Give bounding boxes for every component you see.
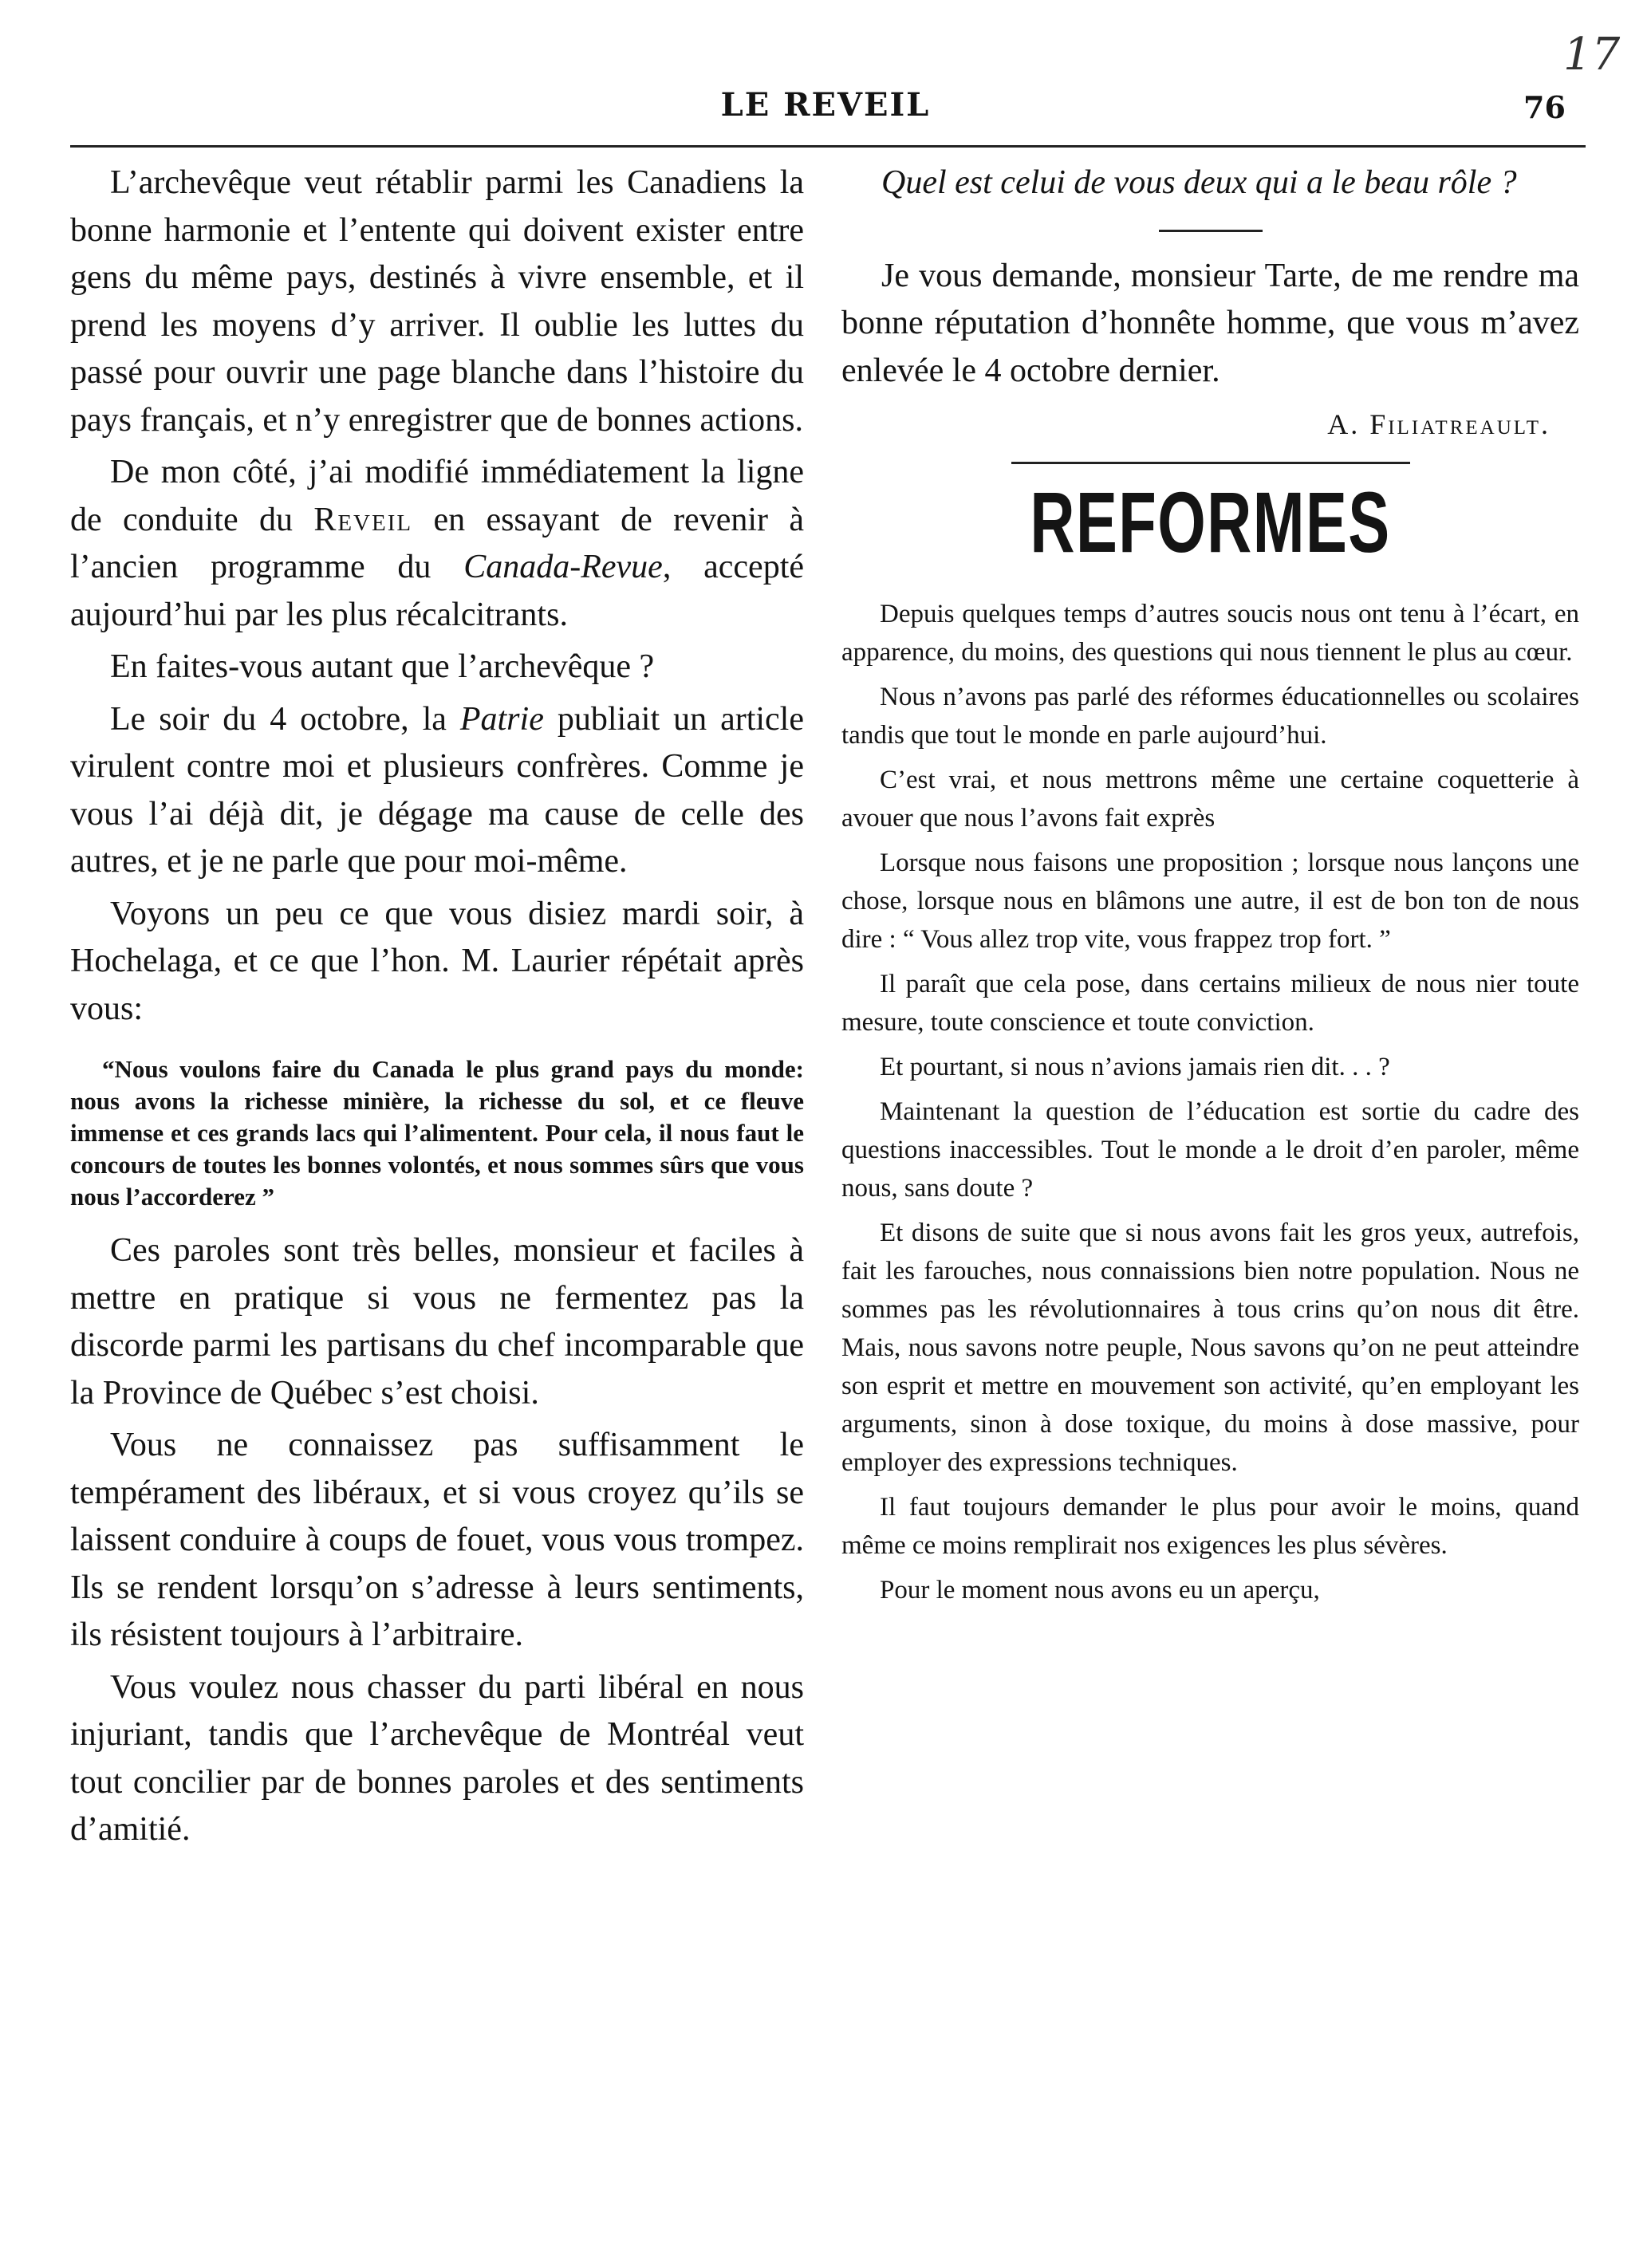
paragraph (70, 644, 804, 691)
paragraph-text: L’archevêque veut rétablir parmi les Canadiens la bonne harmonie et l’entente qui doivent exister entre gens du même pays, destinés à vivre ensemble, et il prend les moyens d’y arriver. Il oublie les luttes du passé pour ouvrir une page blanche dans l’histoire du pays français, et n’y enregistrer que de bonnes actions. (70, 164, 804, 439)
author-signature: A. Filiatreault. (1327, 408, 1551, 440)
paragraph (70, 1227, 804, 1417)
paragraph (70, 449, 804, 639)
paragraph: Lorsque nous faisons une proposition ; lorsque nous lançons une chose, lorsque nous en blâmons une autre, il est de bon ton de nous dire : “ Vous allez trop vite, vous frappez trop fort. ” (841, 849, 1579, 954)
paragraph-text: Le soir du 4 octobre, la (110, 700, 460, 738)
paragraph (70, 891, 804, 1034)
paragraph: Il faut toujours demander le plus pour avoir le moins, quand même ce moins remplirait nos exigences les plus sévères. (841, 1493, 1579, 1560)
paragraph-text: Ces paroles sont très belles, monsieur et faciles à mettre en pratique si vous ne fermentez pas la discorde parmi les partisans du chef incomparable que la Province de Québec s’est choisi. (70, 1232, 804, 1412)
paragraph: Et disons de suite que si nous avons fait les gros yeux, autrefois, fait les farouches, nous connaissions bien notre population. Nous ne sommes pas les révolutionnaires à tous crins qu’on nous dit être. Mais, nous savons notre peuple, Nous savons qu’on ne peut atteindre son esprit et mettre en mouvement son activité, qu’en employant les arguments, sinon à dose toxique, du moins à dose massive, pour employer des expressions techniques. (841, 1219, 1579, 1477)
paragraph-text: De mon côté, j’ai modifié immédiatement la ligne de conduite du (70, 454, 804, 538)
paragraph: Depuis quelques temps d’autres soucis nous ont tenu à l’écart, en apparence, du moins, des questions qui nous tiennent le plus au cœur. (841, 600, 1579, 667)
paragraph-text: Voyons un peu ce que vous disiez mardi soir, à Hochelaga, et ce que l’hon. M. Laurier répétait après vous: (70, 895, 804, 1027)
paragraph: C’est vrai, et nous mettrons même une certaine coquetterie à avouer que nous l’avons fait exprès (841, 766, 1579, 833)
separator-rule (1159, 230, 1263, 232)
paragraph-text: , accepté aujourd’hui par les plus récalcitrants. (70, 549, 804, 633)
paragraph: Nous n’avons pas parlé des réformes éducationnelles ou scolaires tandis que tout le monde en parle aujourd’hui. (841, 683, 1579, 750)
paragraph (841, 159, 1579, 207)
newspaper-name-reveil: Reveil (313, 501, 413, 538)
paragraph-text-italic: Quel est celui de vous deux qui a le beau rôle ? (881, 164, 1517, 201)
block-quote: “Nous voulons faire du Canada le plus grand pays du monde: nous avons la richesse minière, la richesse du sol, et ce fleuve immense et ces grands lacs qui l’alimentent. Pour cela, il nous faut le concours de toutes les bonnes volontés, et nous sommes sûrs que vous nous l’accorderez ” (70, 1055, 804, 1211)
header-rule (70, 145, 1586, 148)
paragraph-text: Vous voulez nous chasser du parti libéral en nous injuriant, tandis que l’archevêque de Montréal veut tout concilier par de bonnes paroles et des sentiments d’amitié. (70, 1668, 804, 1848)
paragraph-text: publiait un article virulent contre moi et plusieurs confrères. Comme je vous l’ai déjà dit, je dégage ma cause de celle des autres, et je ne parle que pour moi-même. (70, 700, 804, 880)
paragraph (70, 696, 804, 886)
section-rule (1011, 462, 1410, 464)
right-column (841, 159, 1579, 1609)
section-title: REFORMES (1030, 474, 1391, 570)
paragraph-text: Vous ne connaissez pas suffisamment le tempérament des libéraux, et si vous croyez qu’ils se laissent conduire à coups de fouet, vous vous trompez. Ils se rendent lorsqu’on s’adresse à leurs sentiments, ils résistent toujours à l’arbitraire. (70, 1427, 804, 1653)
paragraph (70, 159, 804, 444)
handwritten-folio: 17 (1563, 29, 1621, 81)
paragraph: Pour le moment nous avons eu un aperçu, (880, 1576, 1320, 1605)
publication-name-patrie: Patrie (459, 700, 544, 738)
paragraph-text: En faites-vous autant que l’archevêque ? (110, 648, 655, 685)
page-number: 76 (1523, 89, 1566, 125)
paragraph (841, 253, 1579, 396)
paragraph: Et pourtant, si nous n’avions jamais rien dit. . . ? (880, 1053, 1390, 1081)
publication-name-canada-revue: Canada-Revue (463, 549, 663, 585)
paragraph-text: en essayant de revenir à l’ancien programme du (70, 501, 804, 585)
paragraph-text: Je vous demande, monsieur Tarte, de me rendre ma bonne réputation d’honnête homme, que vous m’avez enlevée le 4 octobre dernier. (841, 257, 1579, 389)
paragraph: Il paraît que cela pose, dans certains milieux de nous nier toute mesure, toute conscience et toute conviction. (841, 970, 1579, 1037)
left-column (70, 159, 804, 1854)
paragraph (70, 1422, 804, 1660)
paragraph (70, 1664, 804, 1854)
running-head: LE REVEIL (720, 86, 931, 124)
paragraph: Maintenant la question de l’éducation est sortie du cadre des questions inaccessibles. Tout le monde a le droit d’en paroler, même nous, sans doute ? (841, 1097, 1579, 1203)
